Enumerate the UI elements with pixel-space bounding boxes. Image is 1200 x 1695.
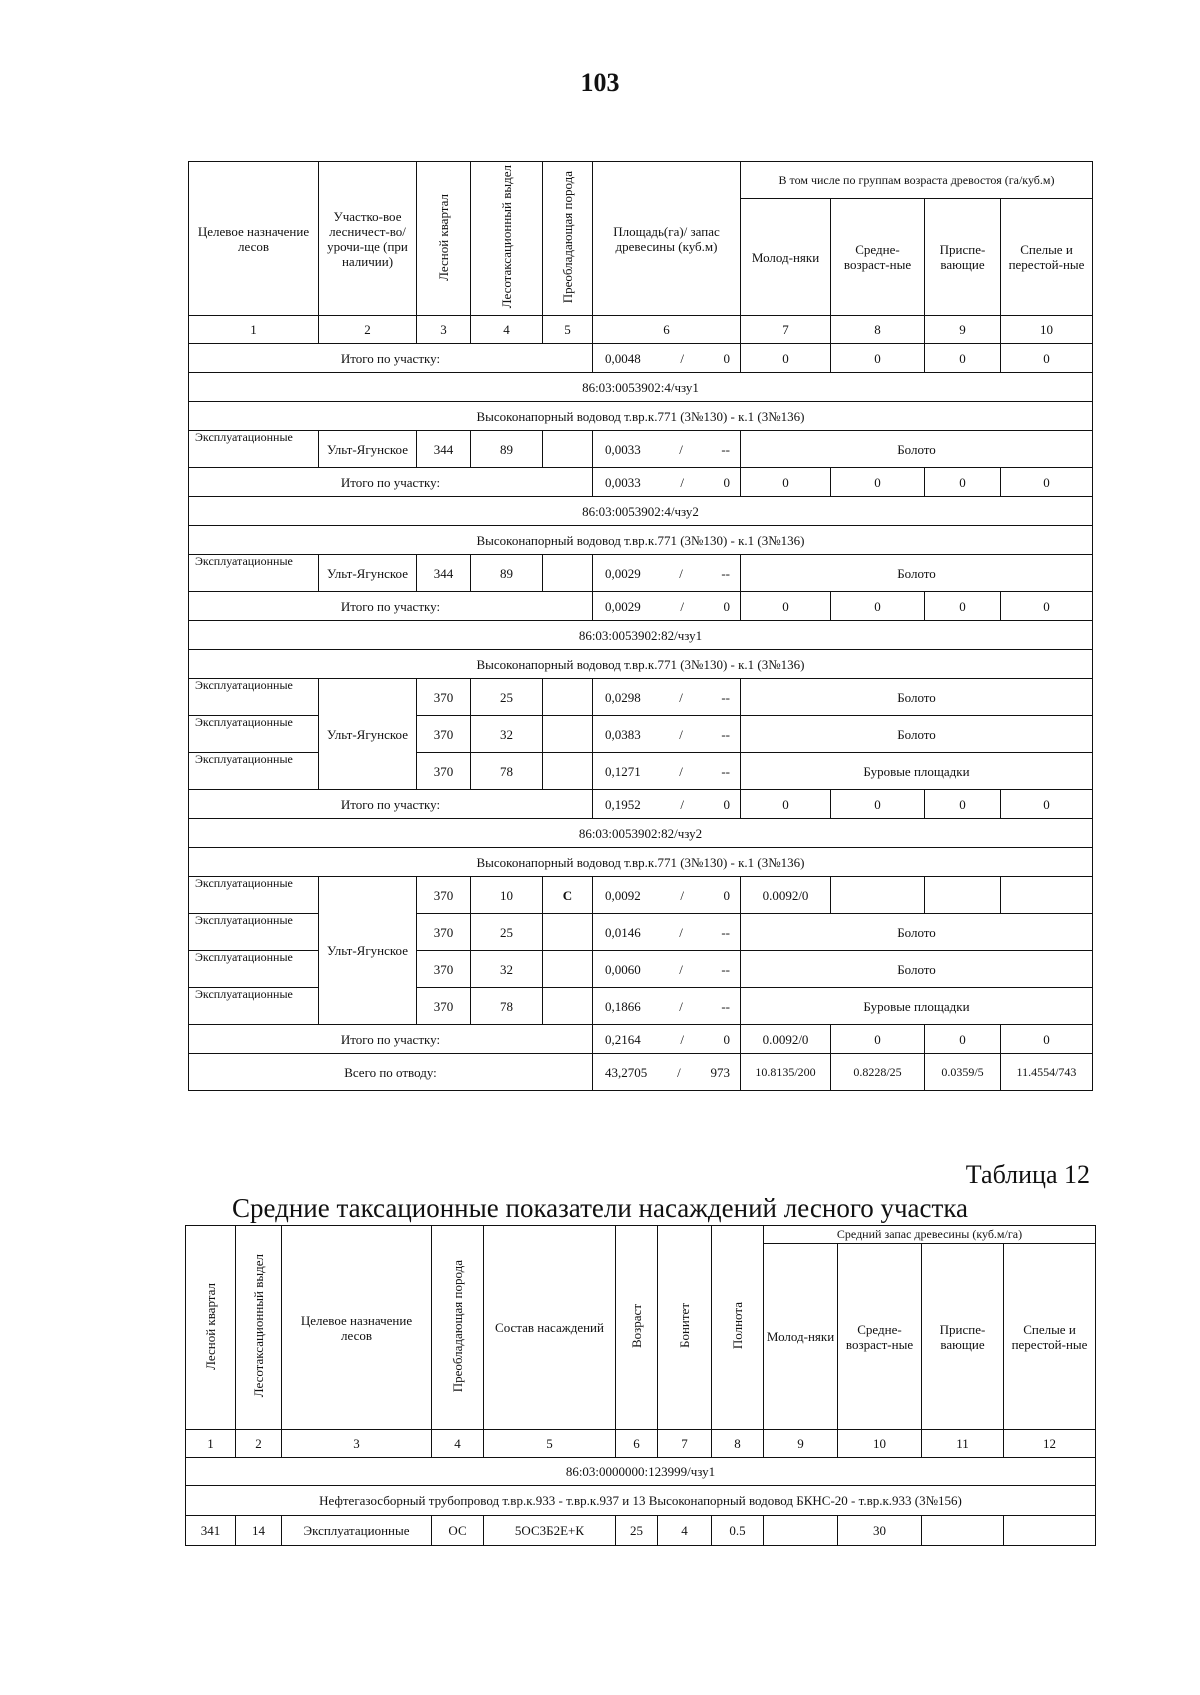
stock-value: -- (721, 763, 730, 779)
header-species: Преобладающая порода (560, 170, 575, 304)
species-cell (543, 555, 593, 592)
section-total-mature: 0 (1001, 1025, 1093, 1054)
section-total-ripening: 0 (925, 344, 1001, 373)
stock-value: 0 (723, 598, 730, 614)
t12-header-ripening: Приспе-вающие (922, 1244, 1004, 1430)
species-cell (543, 679, 593, 716)
land-note: Буровые площадки (741, 753, 1093, 790)
section-total-young: 0 (741, 344, 831, 373)
quarter-cell: 341 (186, 1516, 236, 1546)
table-row (189, 848, 1093, 877)
purpose-cell: Эксплуатационные (282, 1516, 432, 1546)
header-district: Участко-вое лесничест-во/урочи-ще (при наличии) (319, 162, 417, 316)
section-total-label: Итого по участку: (189, 592, 593, 621)
area-value: 0,2164 (605, 1031, 641, 1047)
density-cell: 0.5 (712, 1516, 764, 1546)
cadastre-number: 86:03:0053902:4/чзу2 (189, 497, 1093, 526)
purpose-cell: Эксплуатационные (189, 431, 319, 468)
t12-header-density: Полнота (730, 1302, 745, 1350)
stock-value: 0 (723, 887, 730, 903)
column-number: 4 (432, 1430, 484, 1458)
grand-total-area (593, 1054, 741, 1091)
species-cell (543, 988, 593, 1025)
purpose-cell: Эксплуатационные (189, 753, 319, 790)
t12-header-purpose: Целевое назначение лесов (282, 1226, 432, 1430)
column-number: 5 (543, 316, 593, 344)
table-row (189, 650, 1093, 679)
ripening-cell (922, 1516, 1004, 1546)
table-row (189, 679, 1093, 716)
area-separator: / (680, 598, 684, 614)
area-cell (593, 753, 741, 790)
t12-header-middle: Средне-возраст-ные (838, 1244, 922, 1430)
section-total-middle: 0 (831, 790, 925, 819)
column-number: 7 (658, 1430, 712, 1458)
column-number: 8 (831, 316, 925, 344)
stock-value: -- (721, 565, 730, 581)
plot-cell: 89 (471, 555, 543, 592)
t12-header-avg-stock: Средний запас древесины (куб.м/га) (764, 1226, 1096, 1244)
column-number: 9 (764, 1430, 838, 1458)
species-cell (543, 753, 593, 790)
section-total-mature: 0 (1001, 468, 1093, 497)
object-name: Высоконапорный водовод т.вр.к.771 (3№130) - к.1 (3№136) (189, 848, 1093, 877)
quarter-cell: 370 (417, 679, 471, 716)
header-area: Площадь(га)/ запас древесины (куб.м) (593, 162, 741, 316)
plot-cell: 32 (471, 951, 543, 988)
table-row (189, 344, 1093, 373)
area-cell (593, 951, 741, 988)
area-value: 0,0060 (605, 961, 641, 977)
purpose-cell: Эксплуатационные (189, 679, 319, 716)
stock-value: -- (721, 689, 730, 705)
section-total-ripening: 0 (925, 468, 1001, 497)
table-row (189, 621, 1093, 650)
area-separator: / (679, 998, 683, 1014)
area-cell (593, 877, 741, 914)
t12-header-young: Молод-няки (764, 1244, 838, 1430)
section-total-area (593, 468, 741, 497)
plot-cell: 25 (471, 679, 543, 716)
area-cell (593, 716, 741, 753)
section-total-area (593, 790, 741, 819)
area-value: 0,0029 (605, 565, 641, 581)
area-separator: / (680, 796, 684, 812)
area-separator: / (679, 689, 683, 705)
purpose-cell: Эксплуатационные (189, 716, 319, 753)
section-total-mature: 0 (1001, 344, 1093, 373)
ripening-cell (925, 877, 1001, 914)
land-note: Болото (741, 555, 1093, 592)
area-separator: / (680, 1031, 684, 1047)
section-total-young: 0 (741, 790, 831, 819)
bonitet-cell: 4 (658, 1516, 712, 1546)
table-row (186, 1458, 1096, 1486)
column-number: 11 (922, 1430, 1004, 1458)
purpose-cell: Эксплуатационные (189, 951, 319, 988)
column-number: 10 (1001, 316, 1093, 344)
column-number: 10 (838, 1430, 922, 1458)
purpose-cell: Эксплуатационные (189, 988, 319, 1025)
table-row (186, 1486, 1096, 1516)
mature-cell (1004, 1516, 1096, 1546)
section-total-young: 0.0092/0 (741, 1025, 831, 1054)
area-separator: / (679, 726, 683, 742)
t12-header-quarter: Лесной квартал (203, 1282, 218, 1370)
section-total-label: Итого по участку: (189, 468, 593, 497)
stock-value: 0 (723, 796, 730, 812)
taxation-table (185, 1225, 1096, 1546)
section-total-label: Итого по участку: (189, 1025, 593, 1054)
table-row (189, 1025, 1093, 1054)
area-separator: / (679, 763, 683, 779)
forest-area-table (188, 161, 1093, 1091)
header-young: Молод-няки (741, 199, 831, 316)
species-cell (543, 716, 593, 753)
quarter-cell: 370 (417, 877, 471, 914)
column-number: 2 (236, 1430, 282, 1458)
t12-header-age: Возраст (629, 1303, 644, 1349)
object-name: Высоконапорный водовод т.вр.к.771 (3№130) - к.1 (3№136) (189, 526, 1093, 555)
column-number: 4 (471, 316, 543, 344)
district-cell: Ульт-Ягунское (319, 679, 417, 790)
header-plot: Лесотаксационный выдел (499, 165, 514, 309)
section-total-middle: 0 (831, 468, 925, 497)
header-age-groups: В том числе по группам возраста древостоя (га/куб.м) (741, 162, 1093, 199)
cadastre-number: 86:03:0053902:4/чзу1 (189, 373, 1093, 402)
area-value: 0,1952 (605, 796, 641, 812)
table-row (189, 819, 1093, 848)
column-number: 9 (925, 316, 1001, 344)
section-total-middle: 0 (831, 592, 925, 621)
middle-cell: 30 (838, 1516, 922, 1546)
purpose-cell: Эксплуатационные (189, 555, 319, 592)
stock-value: 0 (723, 474, 730, 490)
purpose-cell: Эксплуатационные (189, 877, 319, 914)
quarter-cell: 370 (417, 988, 471, 1025)
section-total-mature: 0 (1001, 790, 1093, 819)
area-separator: / (677, 1064, 681, 1080)
area-value: 0,0033 (605, 441, 641, 457)
age-cell: 25 (616, 1516, 658, 1546)
area-value: 43,2705 (605, 1064, 648, 1080)
table-row (189, 431, 1093, 468)
plot-cell: 89 (471, 431, 543, 468)
table-row (189, 877, 1093, 914)
page-number: 103 (580, 68, 620, 97)
object-name: Нефтегазосборный трубопровод т.вр.к.933 - т.вр.к.937 и 13 Высоконапорный водовод БКНС-20 - т.вр.к.933 (3№156) (186, 1486, 1096, 1516)
section-total-middle: 0 (831, 1025, 925, 1054)
column-number: 1 (186, 1430, 236, 1458)
area-separator: / (680, 474, 684, 490)
stock-value: -- (721, 924, 730, 940)
area-value: 0,0298 (605, 689, 641, 705)
column-number: 5 (484, 1430, 616, 1458)
stock-value: -- (721, 998, 730, 1014)
land-note: Болото (741, 951, 1093, 988)
middle-cell (831, 877, 925, 914)
column-number: 3 (282, 1430, 432, 1458)
t12-header-plot: Лесотаксационный выдел (251, 1254, 266, 1398)
section-total-young: 0 (741, 468, 831, 497)
district-cell: Ульт-Ягунское (319, 431, 417, 468)
column-number: 3 (417, 316, 471, 344)
column-number: 6 (593, 316, 741, 344)
grand-total-label: Всего по отводу: (189, 1054, 593, 1091)
land-note: Болото (741, 716, 1093, 753)
area-value: 0,1271 (605, 763, 641, 779)
grand-total-mature: 11.4554/743 (1001, 1054, 1093, 1091)
t12-header-species: Преобладающая порода (450, 1259, 465, 1393)
area-cell (593, 431, 741, 468)
land-note: Болото (741, 679, 1093, 716)
district-cell: Ульт-Ягунское (319, 555, 417, 592)
cadastre-number: 86:03:0053902:82/чзу1 (189, 621, 1093, 650)
grand-total-young: 10.8135/200 (741, 1054, 831, 1091)
area-value: 0,0033 (605, 474, 641, 490)
section-total-middle: 0 (831, 344, 925, 373)
area-separator: / (679, 441, 683, 457)
table-row (189, 497, 1093, 526)
area-separator: / (679, 565, 683, 581)
cadastre-number: 86:03:0053902:82/чзу2 (189, 819, 1093, 848)
header-ripening: Приспе-вающие (925, 199, 1001, 316)
stock-value: 0 (723, 1031, 730, 1047)
quarter-cell: 370 (417, 951, 471, 988)
district-cell: Ульт-Ягунское (319, 877, 417, 1025)
species-cell: ОС (432, 1516, 484, 1546)
species-cell: С (543, 877, 593, 914)
section-total-area (593, 344, 741, 373)
grand-total-middle: 0.8228/25 (831, 1054, 925, 1091)
object-name: Высоконапорный водовод т.вр.к.771 (3№130) - к.1 (3№136) (189, 650, 1093, 679)
land-note: Болото (741, 431, 1093, 468)
area-separator: / (679, 924, 683, 940)
plot-cell: 78 (471, 988, 543, 1025)
table-row (189, 555, 1093, 592)
table-row (189, 592, 1093, 621)
area-separator: / (680, 887, 684, 903)
area-separator: / (680, 350, 684, 366)
header-mature: Спелые и перестой-ные (1001, 199, 1093, 316)
column-number: 2 (319, 316, 417, 344)
stock-value: -- (721, 726, 730, 742)
area-value: 0,0029 (605, 598, 641, 614)
area-cell (593, 679, 741, 716)
table-row (189, 402, 1093, 431)
land-note: Буровые площадки (741, 988, 1093, 1025)
t12-header-composition: Состав насаждений (484, 1226, 616, 1430)
species-cell (543, 914, 593, 951)
cadastre-number: 86:03:0000000:123999/чзу1 (186, 1458, 1096, 1486)
young-cell: 0.0092/0 (741, 877, 831, 914)
section-total-young: 0 (741, 592, 831, 621)
header-purpose: Целевое назначение лесов (189, 162, 319, 316)
area-value: 0,0048 (605, 350, 641, 366)
mature-cell (1001, 877, 1093, 914)
young-cell (764, 1516, 838, 1546)
section-total-ripening: 0 (925, 790, 1001, 819)
section-total-ripening: 0 (925, 1025, 1001, 1054)
area-value: 0,0146 (605, 924, 641, 940)
area-cell (593, 555, 741, 592)
quarter-cell: 370 (417, 716, 471, 753)
table-row (186, 1516, 1096, 1546)
table-row (189, 373, 1093, 402)
header-middle: Средне-возраст-ные (831, 199, 925, 316)
species-cell (543, 431, 593, 468)
section-total-ripening: 0 (925, 592, 1001, 621)
species-cell (543, 951, 593, 988)
column-number: 7 (741, 316, 831, 344)
table12-title: Средние таксационные показатели насаждений лесного участка (231, 1193, 969, 1223)
stock-value: 0 (723, 350, 730, 366)
table-row (189, 1054, 1093, 1091)
table-row (189, 468, 1093, 497)
area-value: 0,0092 (605, 887, 641, 903)
t12-header-mature: Спелые и перестой-ные (1004, 1244, 1096, 1430)
stock-value: -- (721, 961, 730, 977)
section-total-label: Итого по участку: (189, 790, 593, 819)
column-number: 6 (616, 1430, 658, 1458)
object-name: Высоконапорный водовод т.вр.к.771 (3№130) - к.1 (3№136) (189, 402, 1093, 431)
quarter-cell: 344 (417, 431, 471, 468)
table-row (189, 526, 1093, 555)
area-cell (593, 914, 741, 951)
section-total-area (593, 592, 741, 621)
quarter-cell: 370 (417, 753, 471, 790)
grand-total-ripening: 0.0359/5 (925, 1054, 1001, 1091)
area-value: 0,0383 (605, 726, 641, 742)
area-cell (593, 988, 741, 1025)
area-separator: / (679, 961, 683, 977)
table12-label: Таблица 12 (965, 1160, 1090, 1189)
section-total-mature: 0 (1001, 592, 1093, 621)
plot-cell: 78 (471, 753, 543, 790)
column-number: 12 (1004, 1430, 1096, 1458)
column-number: 1 (189, 316, 319, 344)
quarter-cell: 370 (417, 914, 471, 951)
plot-cell: 14 (236, 1516, 282, 1546)
plot-cell: 10 (471, 877, 543, 914)
section-total-label: Итого по участку: (189, 344, 593, 373)
purpose-cell: Эксплуатационные (189, 914, 319, 951)
stock-value: -- (721, 441, 730, 457)
table-row (189, 790, 1093, 819)
t12-header-bonitet: Бонитет (677, 1303, 692, 1349)
column-number: 8 (712, 1430, 764, 1458)
area-value: 0,1866 (605, 998, 641, 1014)
land-note: Болото (741, 914, 1093, 951)
stock-value: 973 (710, 1064, 730, 1080)
plot-cell: 32 (471, 716, 543, 753)
header-quarter: Лесной квартал (436, 193, 451, 281)
plot-cell: 25 (471, 914, 543, 951)
quarter-cell: 344 (417, 555, 471, 592)
section-total-area (593, 1025, 741, 1054)
composition-cell: 5ОС3Б2Е+К (484, 1516, 616, 1546)
